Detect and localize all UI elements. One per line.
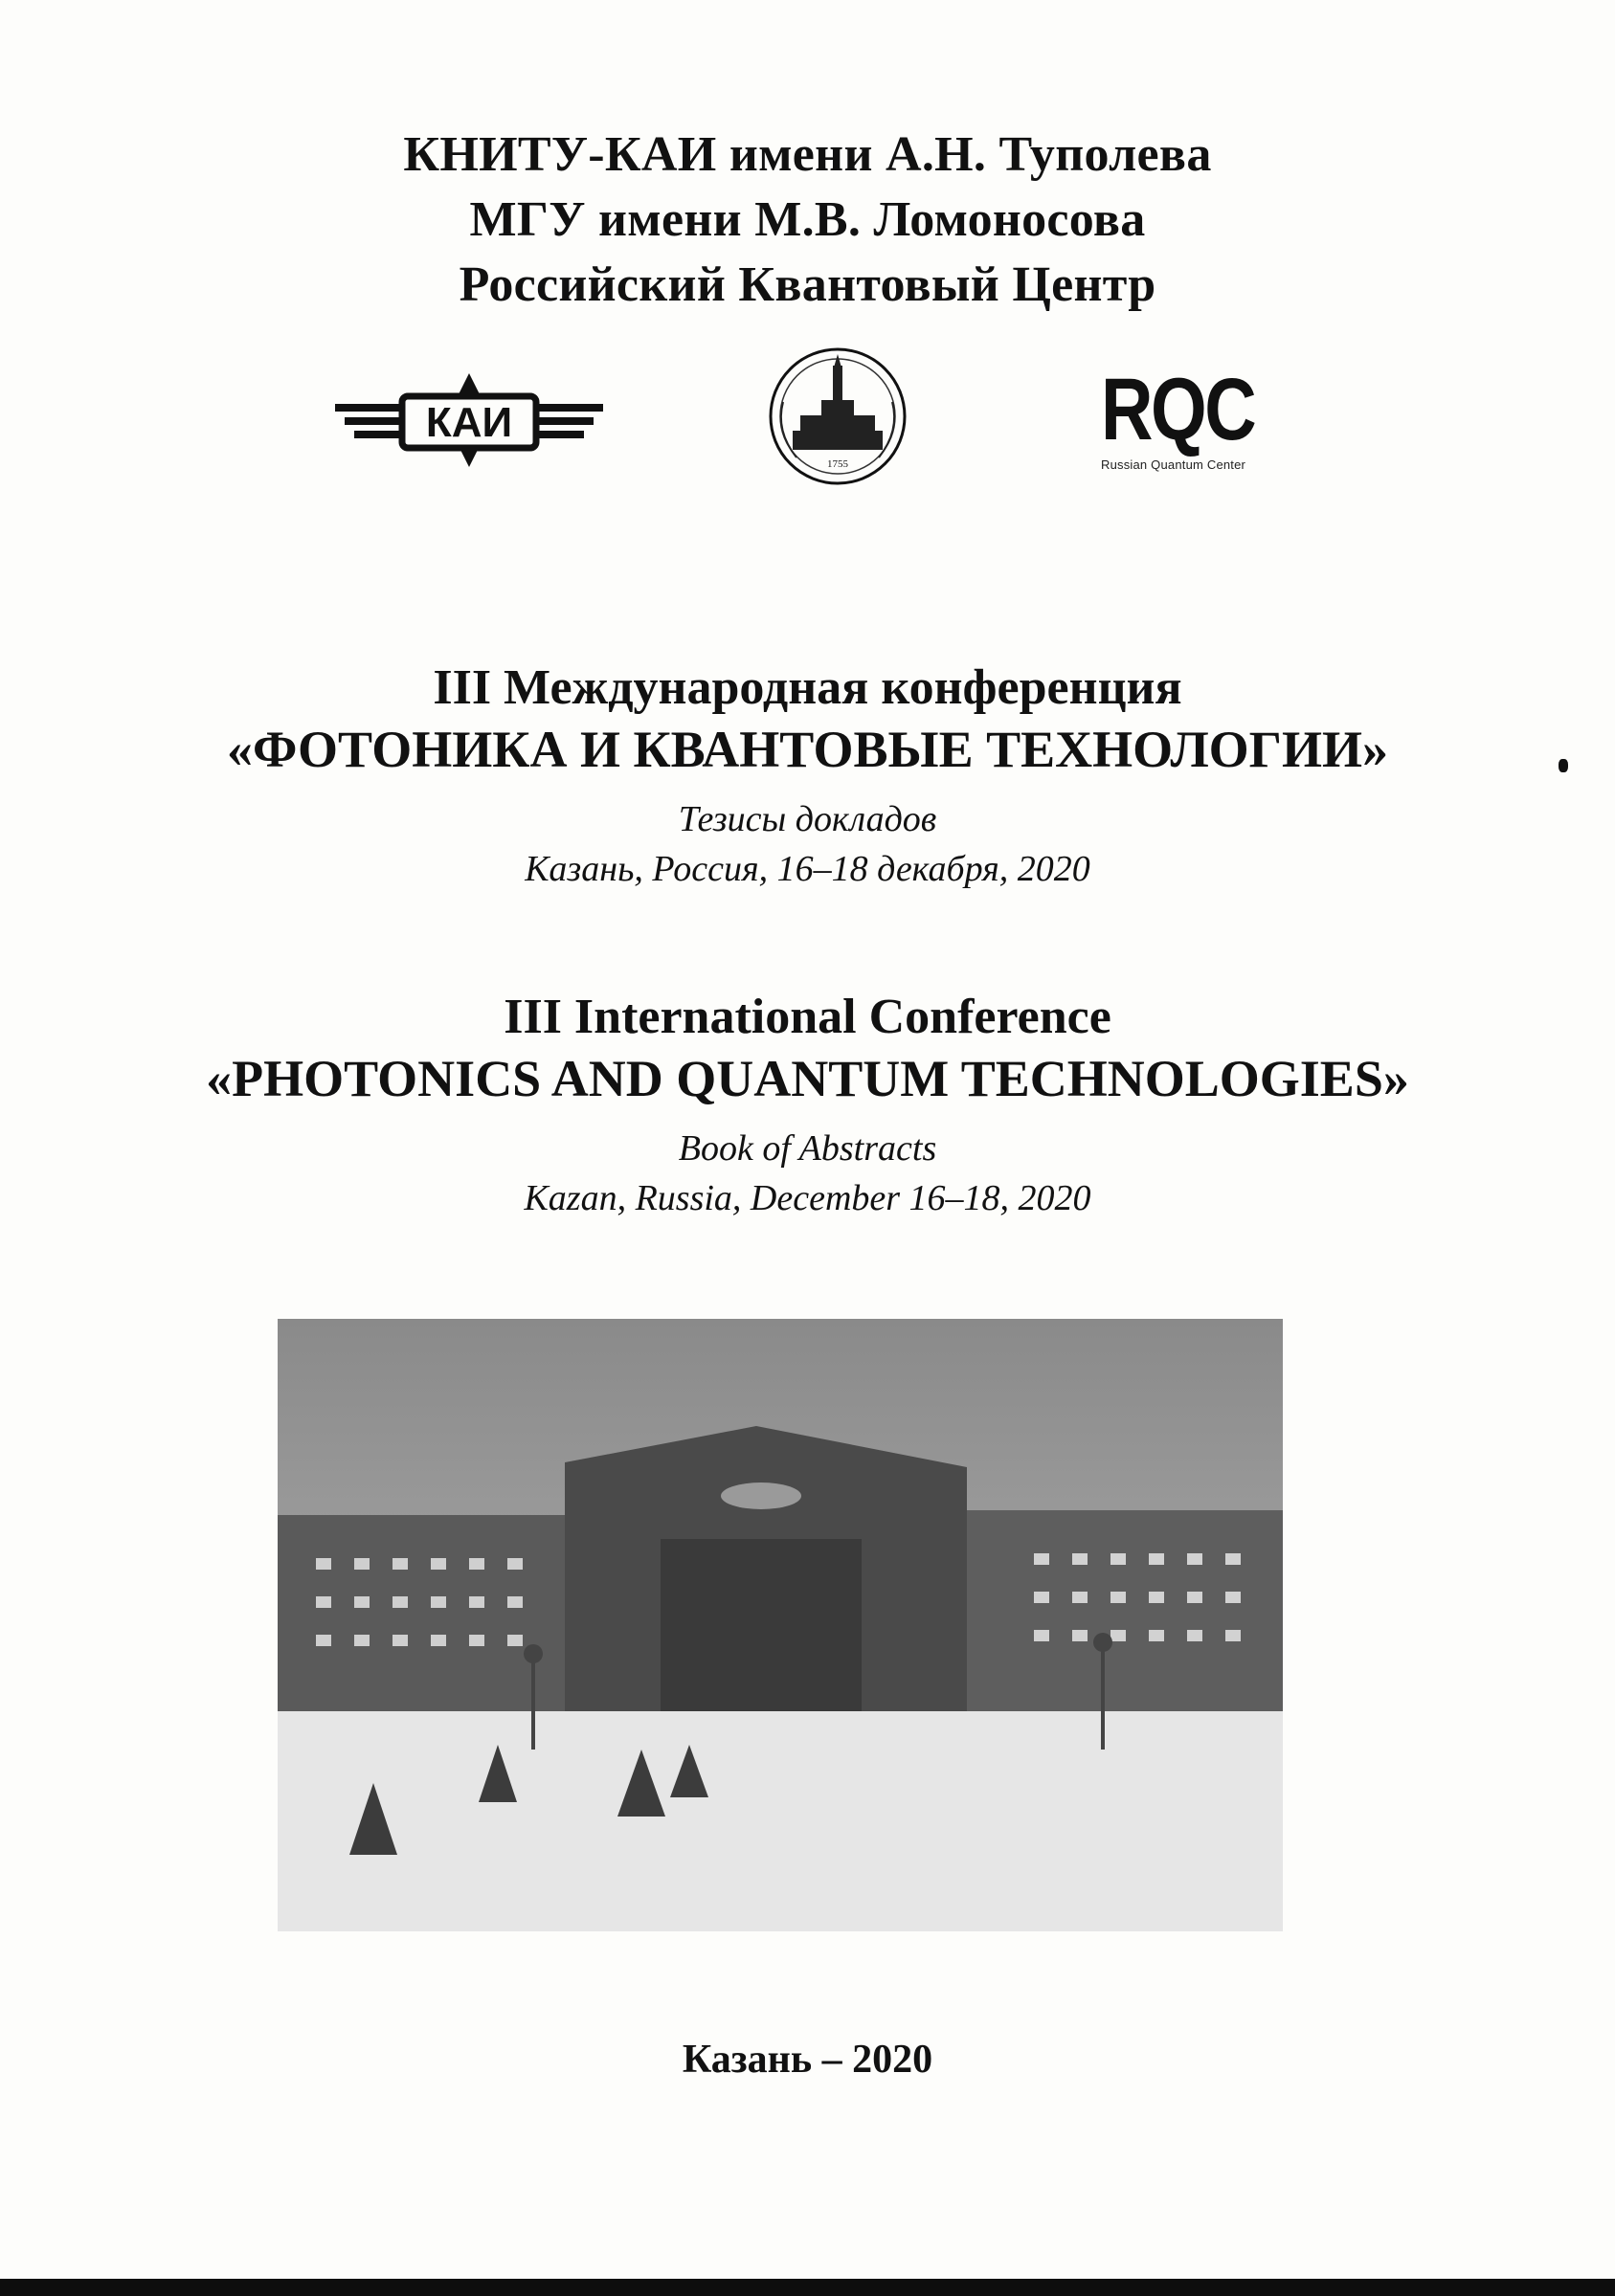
building-photo — [278, 1319, 1283, 1931]
organizers-block — [0, 123, 1615, 318]
rqc-logo-text: RQC — [1101, 361, 1255, 458]
kai-logo — [335, 373, 603, 469]
logos-row — [0, 345, 1615, 498]
organizer-msu: МГУ имени М.В. Ломоносова — [469, 192, 1146, 247]
conference-title-en — [0, 988, 1615, 1223]
msu-year: 1755 — [827, 458, 848, 470]
conference-en-place-date: Kazan, Russia, December 16–18, 2020 — [524, 1178, 1091, 1218]
scan-speck — [1559, 759, 1568, 772]
conference-ru-line2: «ФОТОНИКА И КВАНТОВЫЕ ТЕХНОЛОГИИ» — [226, 721, 1389, 778]
conference-ru-place-date: Казань, Россия, 16–18 декабря, 2020 — [525, 849, 1090, 889]
rqc-logo — [1101, 361, 1255, 472]
organizer-rqc: Российский Квантовый Центр — [459, 257, 1156, 312]
msu-emblem — [766, 345, 909, 488]
scan-bottom-edge — [0, 2279, 1615, 2296]
kai-logo-text: КАИ — [425, 399, 513, 446]
organizer-kai: КНИТУ-КАИ имени А.Н. Туполева — [403, 127, 1212, 182]
footer-city-year: Казань – 2020 — [682, 2038, 933, 2082]
conference-title-ru — [0, 658, 1615, 894]
conference-en-line2: «PHOTONICS AND QUANTUM TECHNOLOGIES» — [206, 1050, 1409, 1107]
conference-ru-line1: III Международная конференция — [433, 660, 1182, 715]
conference-en-subtitle: Book of Abstracts — [678, 1128, 937, 1169]
rqc-logo-subtitle: Russian Quantum Center — [1101, 457, 1246, 472]
conference-en-line1: III International Conference — [504, 990, 1111, 1044]
conference-ru-subtitle: Тезисы докладов — [678, 799, 937, 839]
